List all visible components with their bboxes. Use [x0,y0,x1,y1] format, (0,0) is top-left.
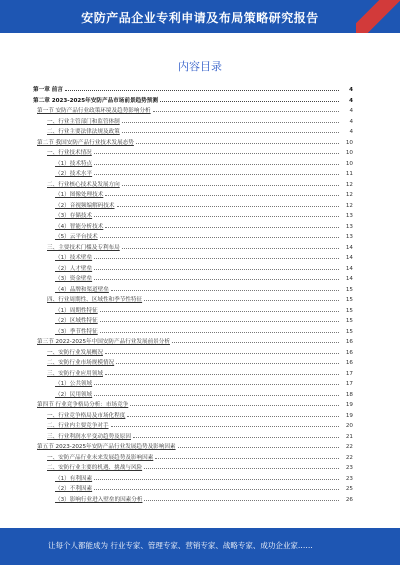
toc-leader-dots [100,320,339,322]
toc-entry-page: 12 [339,180,353,191]
toc-entry-title: 二、安防行业市场规模情况 [33,358,116,369]
toc-entry-title: 一、行业竞争格局及市场化程度 [33,411,127,422]
toc-entry-title: 一、行业技术情况 [33,148,94,159]
toc-entry[interactable] [33,106,353,117]
toc-entry-title: （1）技术特点 [33,159,94,170]
toc-entry-page: 16 [339,358,353,369]
toc-entry-title: （1）图像处理技术 [33,190,105,201]
toc-entry-title: （1）技术壁垒 [33,253,94,264]
toc-leader-dots [144,499,339,501]
toc-entry[interactable] [33,159,353,170]
toc-heading: 内容目录 [178,60,222,73]
toc-entry-page: 14 [339,274,353,285]
toc-entry-page: 23 [339,463,353,474]
toc-entry-title: （2）不利因素 [33,484,94,495]
toc-entry-title: 二、行业核心技术及发展方向 [33,180,122,191]
toc-entry-page: 14 [339,243,353,254]
toc-entry-title: 四、行业周期性、区域性和季节性特征 [33,295,144,306]
toc-entry-page: 12 [339,190,353,201]
toc-entry-title: （4）品牌和渠道壁垒 [33,285,111,296]
toc-leader-dots [65,89,339,91]
toc-entry[interactable] [33,253,353,264]
toc-entry[interactable] [33,358,353,369]
toc-entry-page: 25 [339,484,353,495]
toc-entry-page: 12 [339,201,353,212]
toc-entry[interactable] [33,463,353,474]
toc-leader-dots [94,394,339,396]
toc-entry-page: 15 [339,295,353,306]
toc-leader-dots [172,341,339,343]
toc-entry[interactable] [33,474,353,485]
toc-entry-title: 二、行业内主要竞争对手 [33,421,111,432]
toc-entry[interactable] [33,484,353,495]
toc-leader-dots [122,131,339,133]
toc-entry-page: 17 [339,369,353,380]
toc-leader-dots [136,142,339,144]
toc-entry[interactable] [33,138,353,149]
toc-entry-title: 第五节 2023-2025年安防产品行业发展趋势及影响因素 [33,442,178,453]
toc-entry[interactable] [33,127,353,138]
toc-entry-page: 16 [339,337,353,348]
footer-slogan: 让每个人都能成为 行业专家、管理专家、营销专家、战略专家、成功企业家…… [48,541,313,550]
toc-entry[interactable] [33,369,353,380]
toc-entry-title: 二、行业主要法律法规及政策 [33,127,122,138]
header-bar [0,0,400,33]
toc-entry-page: 19 [339,400,353,411]
toc-entry[interactable] [33,243,353,254]
toc-entry-title: （2）音视频编解码技术 [33,201,117,212]
toc-leader-dots [105,352,339,354]
toc-entry-page: 14 [339,264,353,275]
toc-entry-page: 15 [339,306,353,317]
toc-entry[interactable] [33,180,353,191]
toc-entry-page: 13 [339,232,353,243]
toc-entry-title: （5）云平台技术 [33,232,100,243]
toc-entry[interactable] [33,264,353,275]
toc-entry-page: 4 [339,96,353,107]
toc-entry-title: 第二章 2023-2025年安防产品市场前景趋势预测 [33,96,160,107]
toc-entry-title: 一、行业主管部门和监管体制 [33,117,122,128]
table-of-contents [33,85,353,505]
toc-leader-dots [94,383,339,385]
toc-entry-title: 第二节 我国安防产品行业技术发展态势 [33,138,136,149]
toc-leader-dots [94,173,339,175]
toc-leader-dots [94,152,339,154]
toc-entry[interactable] [33,337,353,348]
toc-leader-dots [117,205,340,207]
toc-leader-dots [160,100,339,102]
toc-leader-dots [127,415,339,417]
toc-entry[interactable] [33,85,353,96]
toc-entry[interactable] [33,442,353,453]
toc-leader-dots [105,194,339,196]
toc-entry-title: （1）周期性特征 [33,306,100,317]
toc-entry-title: 第三节 2022-2025年中国安防产品行业发展前景分析 [33,337,172,348]
toc-entry[interactable] [33,453,353,464]
toc-leader-dots [144,467,339,469]
toc-entry-title: 三、安防行业应用领域 [33,369,105,380]
toc-entry[interactable] [33,316,353,327]
toc-entry[interactable] [33,390,353,401]
toc-entry-title: （1）公共领域 [33,379,94,390]
toc-leader-dots [94,478,339,480]
toc-leader-dots [94,257,339,259]
toc-entry-page: 13 [339,211,353,222]
toc-entry-title: （3）影响行业进入壁垒的因素分析 [33,495,144,506]
toc-entry-title: （3）季节性特征 [33,327,100,338]
toc-leader-dots [94,278,339,280]
toc-entry-page: 13 [339,222,353,233]
toc-entry-page: 15 [339,285,353,296]
toc-entry-title: （4）智能分析技术 [33,222,105,233]
toc-entry-page: 17 [339,379,353,390]
toc-entry[interactable] [33,285,353,296]
toc-leader-dots [122,247,339,249]
toc-entry-page: 19 [339,411,353,422]
toc-entry-title: 第一章 前言 [33,85,65,96]
toc-entry[interactable] [33,411,353,422]
toc-entry-title: 二、安防行业主要的机遇、挑战与风险 [33,463,144,474]
toc-entry-page: 16 [339,348,353,359]
toc-entry-title: （1）有利因素 [33,474,94,485]
toc-entry[interactable] [33,148,353,159]
toc-leader-dots [100,331,339,333]
toc-entry-title: 三、行业利润水平变动趋势及原因 [33,432,133,443]
toc-entry-title: （2）人才壁垒 [33,264,94,275]
toc-entry-page: 10 [339,148,353,159]
toc-entry[interactable] [33,295,353,306]
toc-entry[interactable] [33,169,353,180]
toc-entry-page: 26 [339,495,353,506]
toc-leader-dots [153,110,339,112]
toc-leader-dots [111,289,339,291]
toc-entry-page: 23 [339,474,353,485]
toc-entry-title: 一、安防行业发展概况 [33,348,105,359]
toc-entry[interactable] [33,222,353,233]
toc-leader-dots [144,299,339,301]
toc-entry[interactable] [33,306,353,317]
toc-entry-title: 第四节 行业竞争格局分析：市场竞争 [33,400,130,411]
toc-entry-page: 14 [339,253,353,264]
toc-entry-title: （3）存储技术 [33,211,94,222]
toc-entry-page: 20 [339,421,353,432]
toc-entry[interactable] [33,327,353,338]
toc-entry[interactable] [33,379,353,390]
toc-entry[interactable] [33,400,353,411]
toc-entry-page: 15 [339,327,353,338]
report-title: 安防产品企业专利申请及布局策略研究报告 [81,11,319,25]
header-decoration [356,0,400,33]
toc-entry[interactable] [33,211,353,222]
toc-entry[interactable] [33,495,353,506]
toc-leader-dots [105,226,339,228]
toc-entry-title: 第一节 安防产品行业政策环境及趋势影响分析 [33,106,153,117]
toc-entry[interactable] [33,190,353,201]
toc-entry-page: 22 [339,442,353,453]
toc-entry-page: 10 [339,138,353,149]
toc-entry-page: 18 [339,390,353,401]
toc-entry-page: 10 [339,159,353,170]
toc-entry[interactable] [33,432,353,443]
toc-entry[interactable] [33,232,353,243]
toc-entry-title: 三、主要技术门槛及专利布局 [33,243,122,254]
toc-leader-dots [111,425,339,427]
toc-leader-dots [94,268,339,270]
toc-entry-page: 4 [339,85,353,96]
toc-entry[interactable] [33,274,353,285]
toc-leader-dots [105,373,339,375]
toc-leader-dots [130,404,339,406]
toc-entry-page: 22 [339,453,353,464]
toc-entry-title: 一、安防产品行业未来发展趋势及影响因素 [33,453,155,464]
toc-leader-dots [94,488,339,490]
toc-entry-page: 15 [339,316,353,327]
toc-entry[interactable] [33,348,353,359]
toc-leader-dots [133,436,339,438]
toc-leader-dots [100,236,339,238]
toc-leader-dots [178,446,339,448]
toc-leader-dots [155,457,339,459]
toc-entry[interactable] [33,117,353,128]
toc-leader-dots [100,310,339,312]
toc-leader-dots [122,184,339,186]
footer-bar [0,528,400,565]
toc-entry-page: 11 [339,169,353,180]
toc-entry-title: （2）技术水平 [33,169,94,180]
toc-entry-page: 4 [339,106,353,117]
toc-leader-dots [94,163,339,165]
toc-entry[interactable] [33,421,353,432]
toc-leader-dots [94,215,339,217]
toc-entry[interactable] [33,201,353,212]
toc-leader-dots [116,362,339,364]
toc-entry-title: （2）区域性特征 [33,316,100,327]
toc-entry-page: 21 [339,432,353,443]
toc-entry-title: （2）民用领域 [33,390,94,401]
toc-entry-page: 4 [339,117,353,128]
toc-entry-title: （3）资金壁垒 [33,274,94,285]
toc-entry[interactable] [33,96,353,107]
toc-leader-dots [122,121,339,123]
toc-entry-page: 4 [339,127,353,138]
